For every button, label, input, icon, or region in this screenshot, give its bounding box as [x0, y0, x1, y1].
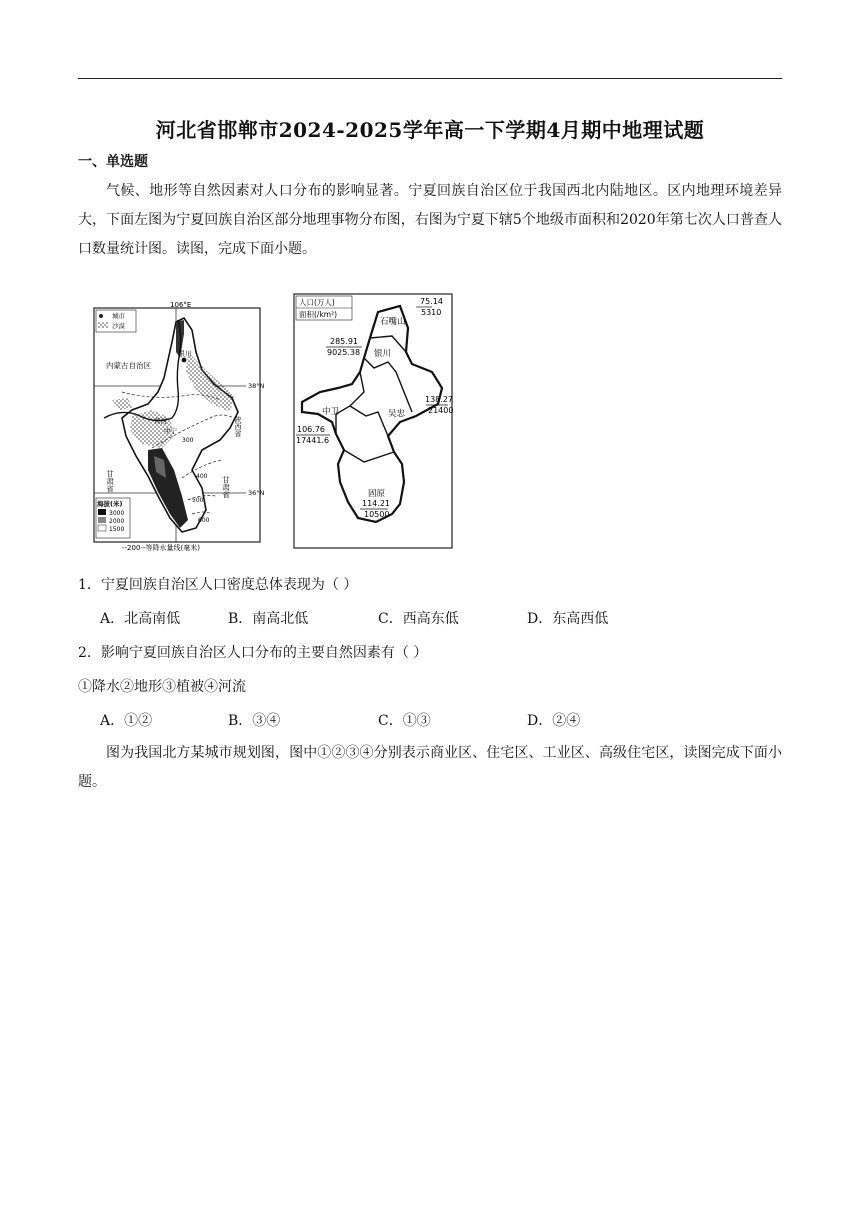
city-zhongwei-name: 中卫 [322, 407, 340, 417]
city-wuzhong-pop: 138.27 [425, 395, 453, 404]
ningxia-cities-stat-map [292, 292, 456, 554]
elev-1500: 1500 [109, 526, 125, 533]
question-2-factors: ①降水②地形③植被④河流 [78, 679, 246, 695]
q1-option-d[interactable]: D．东高西低 [527, 611, 609, 627]
question-2-stem: 2．影响宁夏回族自治区人口分布的主要自然因素有（ ） [78, 645, 428, 661]
isohyet-400-label: 400 [196, 473, 208, 480]
city-yinchuan-name: 银川 [374, 349, 392, 359]
city-yinchuan: 银川 [178, 350, 192, 358]
lat-36-label: 36°N [248, 489, 264, 497]
city-shizuishan-name: 石嘴山 [380, 317, 406, 327]
elev-legend-title: 海拔(米) [97, 500, 123, 508]
yinchuan-dot-icon [182, 358, 187, 363]
city-wuzhong-area: 21400 [428, 406, 454, 415]
lat-38-label: 38°N [248, 382, 264, 390]
city-guyuan-area: 10500 [364, 510, 390, 519]
legend-city: 城市 [112, 312, 125, 320]
passage-city-planning: 图为我国北方某城市规划图，图中①②③④分别表示商业区、住宅区、工业区、高级住宅区，读图完成下面小题。 [78, 745, 782, 790]
passage-intro: 气候、地形等自然因素对人口分布的影响显著。宁夏回族自治区位于我国西北内陆地区。区内地理环境差异大，下面左图为宁夏回族自治区部分地理事物分布图，右图为宁夏下辖5个地级市面积和2020年第七次人口普查人口数量统计图。读图，完成下面小题。 [78, 183, 782, 257]
city-zhongwei-pop: 106.76 [297, 425, 325, 434]
q1-option-c[interactable]: C．西高东低 [378, 611, 459, 627]
place-zhongning: 中宁 [164, 427, 177, 435]
elev-3000: 3000 [109, 510, 125, 517]
q2-option-d[interactable]: D．②④ [527, 713, 581, 729]
elev-2000: 2000 [109, 518, 125, 525]
city-yinchuan-area: 9025.38 [327, 348, 361, 357]
q1-option-a[interactable]: A．北高南低 [100, 611, 181, 627]
header-rule [78, 78, 782, 79]
isohyet-600-label: 600 [198, 517, 210, 524]
ningxia-geography-map [92, 300, 264, 556]
isoline-caption: --200--等降水量线(毫米) [122, 544, 200, 552]
city-guyuan-pop: 114.21 [362, 499, 390, 508]
section-heading: 一、单选题 [78, 154, 148, 170]
city-guyuan-name: 固原 [368, 489, 386, 499]
legend-desert: 沙漠 [112, 322, 125, 330]
q2-option-a[interactable]: A．①② [100, 713, 153, 729]
q2-option-c[interactable]: C．①③ [378, 713, 431, 729]
river-label: 黄河 [154, 417, 167, 425]
region-gansu-west: 甘肃省 [105, 470, 115, 493]
legend-area: 面积(/km²) [299, 310, 338, 319]
q1-option-b[interactable]: B．南高北低 [228, 611, 309, 627]
region-shaanxi: 陕西省 [234, 416, 242, 437]
isohyet-500-label: 500 [192, 497, 204, 504]
city-zhongwei-area: 17441.6 [296, 436, 330, 445]
city-wuzhong-name: 吴忠 [388, 409, 406, 419]
legend-population: 人口(万人) [299, 298, 335, 307]
q2-option-b[interactable]: B．③④ [228, 713, 281, 729]
region-inner-mongolia: 内蒙古自治区 [106, 361, 151, 370]
city-shizuishan-area: 5310 [421, 308, 442, 317]
city-yinchuan-pop: 285.91 [330, 337, 358, 346]
lon-label: 106°E [170, 301, 192, 309]
page-title: 河北省邯郸市2024-2025学年高一下学期4月期中地理试题 [155, 118, 705, 142]
city-dot-icon [99, 314, 103, 318]
isohyet-300-label: 300 [182, 437, 194, 444]
city-shizuishan-pop: 75.14 [420, 297, 443, 306]
region-gansu-east: 甘肃省 [221, 476, 231, 499]
question-1-stem: 1．宁夏回族自治区人口密度总体表现为（ ） [78, 577, 358, 593]
desert-swatch-icon [98, 322, 108, 328]
